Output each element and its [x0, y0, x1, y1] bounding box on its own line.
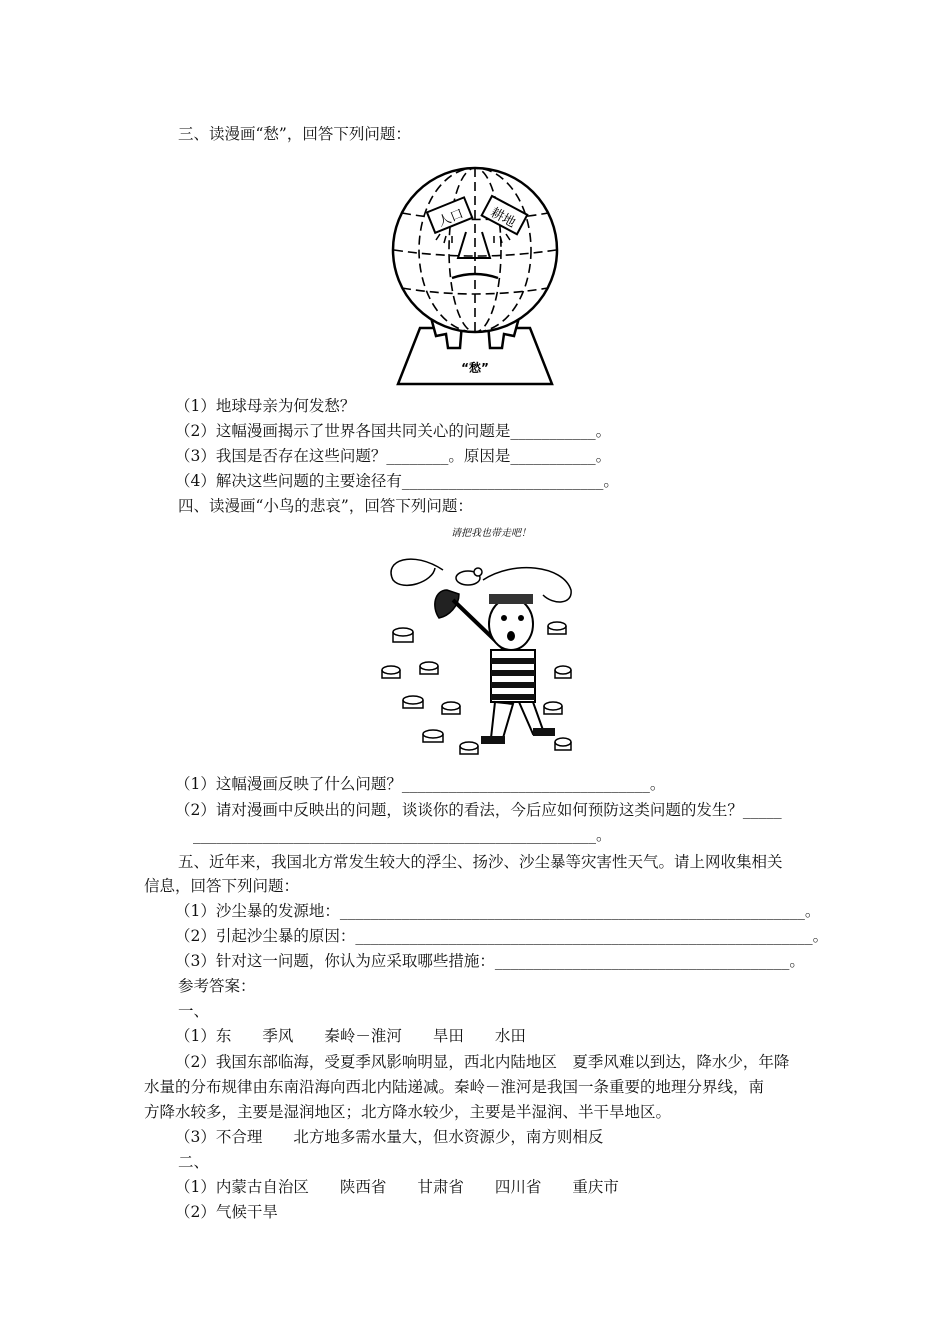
answers-part-2-label: 二、	[178, 1153, 210, 1171]
answers-part-1-label: 一、	[178, 1002, 210, 1020]
bird-sorrow-cartoon	[373, 520, 579, 764]
sec5-question-2: （2）引起沙尘暴的原因：___________________________________________________________。	[175, 927, 829, 945]
tag-farmland-label: 耕地	[487, 205, 518, 231]
speech-text: 请把我也带走吧！	[451, 528, 531, 539]
sec4-question-2-line-2: ____________________________________________________。	[193, 826, 612, 844]
answer-1-2-line-1: （2）我国东部临海，受夏季风影响明显，西北内陆地区 夏季风难以到达，降水少，年降	[175, 1053, 790, 1071]
sec3-question-1: （1）地球母亲为何发愁？	[175, 397, 356, 415]
sec5-intro-line-1: 五、近年来，我国北方常发生较大的浮尘、扬沙、沙尘暴等灾害性天气。请上网收集相关	[178, 853, 783, 871]
section-4-title: 四、读漫画“小鸟的悲哀”，回答下列问题：	[178, 497, 473, 515]
answer-1-2-line-3: 方降水较多，主要是湿润地区；北方降水较少，主要是半湿润、半干旱地区。	[144, 1103, 672, 1121]
sec5-question-3: （3）针对这一问题，你认为应采取哪些措施：______________________________________。	[175, 952, 805, 970]
sec5-intro-line-2: 信息，回答下列问题：	[144, 877, 300, 895]
section-3-title: 三、读漫画“愁”，回答下列问题：	[178, 125, 411, 143]
answer-2-1: （1）内蒙古自治区 陕西省 甘肃省 四川省 重庆市	[175, 1178, 619, 1196]
answer-1-3: （3）不合理 北方地多需水量大，但水资源少，南方则相反	[175, 1128, 604, 1146]
sec4-question-2-line-1: （2）请对漫画中反映出的问题，谈谈你的看法，今后应如何预防这类问题的发生？_____	[175, 801, 782, 819]
answers-heading: 参考答案：	[178, 977, 256, 995]
cartoon-caption-worry: “愁”	[461, 361, 489, 375]
sec3-question-2: （2）这幅漫画揭示了世界各国共同关心的问题是___________。	[175, 422, 612, 440]
tag-population-label: 人口	[436, 206, 466, 231]
sec5-question-1: （1）沙尘暴的发源地：____________________________________________________________。	[175, 902, 821, 920]
sec4-question-1: （1）这幅漫画反映了什么问题？________________________________。	[175, 775, 666, 793]
worry-cartoon-drawing	[380, 158, 570, 388]
sec3-question-4: （4）解决这些问题的主要途径有__________________________。	[175, 472, 619, 490]
worry-cartoon	[380, 158, 570, 388]
answer-2-2: （2）气候干旱	[175, 1203, 278, 1221]
sec3-question-3: （3）我国是否存在这些问题？________。原因是___________。	[175, 447, 612, 465]
answer-1-1: （1）东 季风 秦岭－淮河 旱田 水田	[175, 1027, 526, 1045]
answer-1-2-line-2: 水量的分布规律由东南沿海向西北内陆递减。秦岭－淮河是我国一条重要的地理分界线，南	[144, 1078, 765, 1096]
bird-sorrow-drawing	[373, 520, 579, 764]
